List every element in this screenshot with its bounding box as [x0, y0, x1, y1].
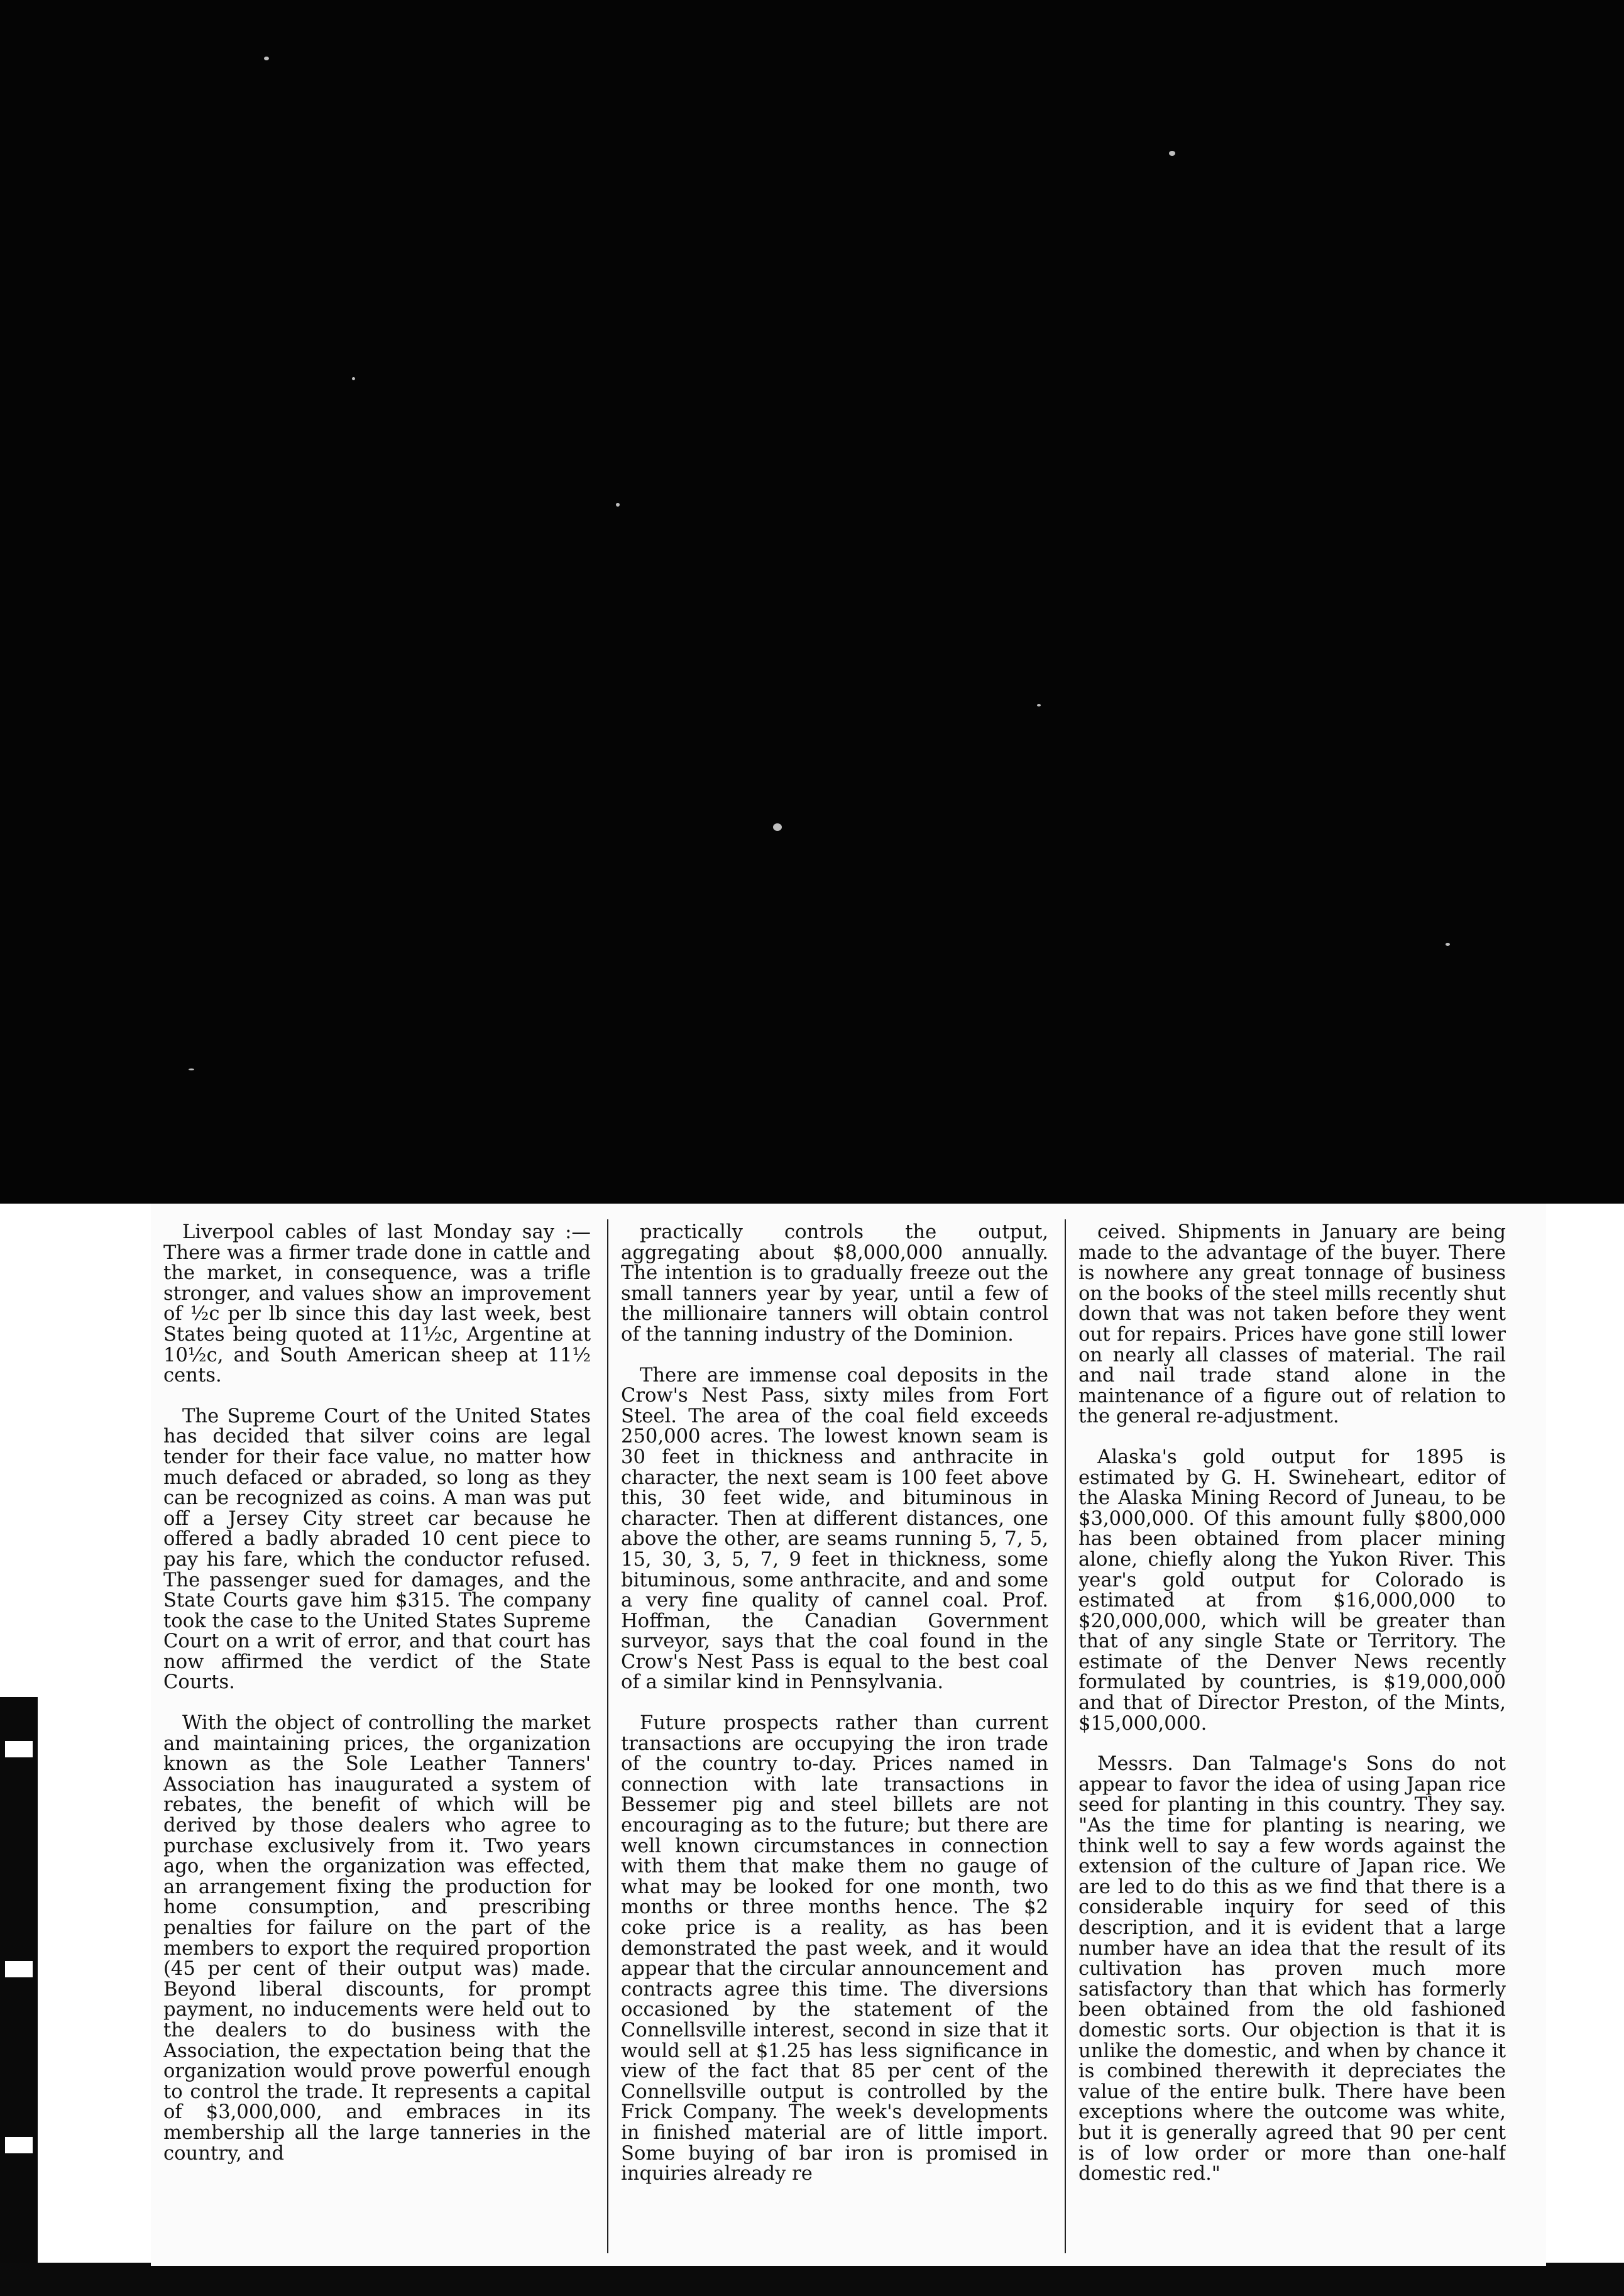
column-divider: [1065, 1219, 1066, 2253]
paragraph-alaska-gold: Alaska's gold output for 1895 is estimated by G. H. Swineheart, editor of the Alaska Mining Record of Juneau, to be $3,000,000. Of this amount fully $800,000 has been obtained from placer mining alone, chiefly along the Yukon River. This year's gold output for Colorado is estimated at from $16,000,000 to $20,000,000, which will be greater than that of any single State or Territory. The estimate of the Denver News recently formulated by countries, is $19,000,000 and that of Director Preston, of the Mints, $15,000,000.: [1078, 1446, 1506, 1735]
paragraph-sole-leather-tanners: With the object of controlling the market and maintaining prices, the organization known as the Sole Leather Tanners' Association has inaugurated a system of rebates, the benefit of which will be derived by those dealers who agree to purchase exclusively from it. Two years ago, when the organization was effected, an arrangement fixing the production for home consumption, and prescribing penalties for failure on the part of the members to export the required proportion (45 per cent of their output was) made. Beyond liberal discounts, for prompt payment, no inducements were held out to the dealers to do business with the Association, the expectation being that the organization would prove powerful enough to control the trade. It represents a capital of $3,000,000, and embraces in its membership all the large tanneries in the country, and: [163, 1712, 591, 2165]
text-column-1: [163, 1222, 591, 2253]
paragraph-iron-trade: Future prospects rather than current transactions are occupying the iron trade of the country to-day. Prices named in connection with late transactions in Bessemer pig and steel billets are not encouraging as to the future; but there are well known circumstances in connection with them that make them no gauge of what may be looked for one month, two months or three months hence. The $2 coke price is a reality, as has been demonstrated the past week, and it would appear that the circular announcement and contracts agree this time. The diversions occasioned by the statement of the Connellsville interest, second in size that it would sell at $1.25 has less significance in view of the fact that 85 per cent of the Connellsville output is controlled by the Frick Company. The week's developments in finished material are of little import. Some buying of bar iron is promised in inquiries already re: [621, 1712, 1048, 2185]
paragraph-crows-nest-coal: There are immense coal deposits in the Crow's Nest Pass, sixty miles from Fort Steel. The area of the coal field exceeds 250,000 acres. The lowest known seam is 30 feet in thickness and anthracite in character, the next seam is 100 feet above this, 30 feet wide, and bituminous in character. Then at different distances, one above the other, are seams running 5, 7, 5, 15, 30, 3, 5, 7, 9 feet in thickness, some bituminous, some anthracite, and and some a very fine quality of cannel coal. Prof. Hoffman, the Canadian Government surveyor, says that the coal found in the Crow's Nest Pass is equal to the best coal of a similar kind in Pennsylvania.: [621, 1364, 1048, 1694]
newspaper-clipping: [151, 1204, 1546, 2266]
paragraph-supreme-court-coins: The Supreme Court of the United States has decided that silver coins are legal tender for their face value, no matter how much defaced or abraded, so long as they can be recognized as coins. A man was put off a Jersey City street car because he offered a badly abraded 10 cent piece to pay his fare, which the conductor refused. The passenger sued for damages, and the State Courts gave him $315. The company took the case to the United States Supreme Court on a writ of error, and that court has now affirmed the verdict of the State Courts.: [163, 1405, 591, 1694]
text-column-3: [1078, 1222, 1506, 2253]
column-divider: [607, 1219, 608, 2253]
paragraph-japan-rice: Messrs. Dan Talmage's Sons do not appear to favor the idea of using Japan rice seed for planting in this country. They say. "As the time for planting is nearing, we think well to say a few words against the extension of the culture of Japan rice. We are led to do this as we find that there is a considerable inquiry for seed of this description, and it is evident that a large number have an idea that the result of its cultivation has proven much more satisfactory than that which has formerly been obtained from the old fashioned domestic sorts. Our objection is that it is unlike the domestic, and when by chance it is combined therewith it depreciates the value of the entire bulk. There have been exceptions where the outcome was white, but it is generally agreed that 90 per cent is of low order or more than one-half domestic red.": [1078, 1753, 1506, 2185]
paragraph-tanning-output: practically controls the output, aggregating about $8,000,000 annually. The intention is to gradually freeze out the small tanners year by year, until a few of the millionaire tanners will obtain control of the tanning industry of the Dominion.: [621, 1222, 1048, 1346]
paragraph-liverpool-cables: Liverpool cables of last Monday say :— There was a firmer trade done in cattle and the market, in consequence, was a trifle stronger, and values show an improvement of ½c per lb since this day last week, best States being quoted at 11½c, Argentine at 10½c, and South American sheep at 11½ cents.: [163, 1222, 591, 1387]
paragraph-steel-shipments: ceived. Shipments in January are being made to the advantage of the buyer. There is nowhere any great tonnage of business on the books of the steel mills recently shut down that was not taken before they went out for repairs. Prices have gone still lower on nearly all classes of material. The rail and nail trade stand alone in the maintenance of a figure out of relation to the general re-adjustment.: [1078, 1222, 1506, 1428]
text-column-2: [621, 1222, 1048, 2253]
scanned-bottom-edge: [0, 2263, 1624, 2296]
scanned-left-edge: [0, 1697, 38, 2294]
